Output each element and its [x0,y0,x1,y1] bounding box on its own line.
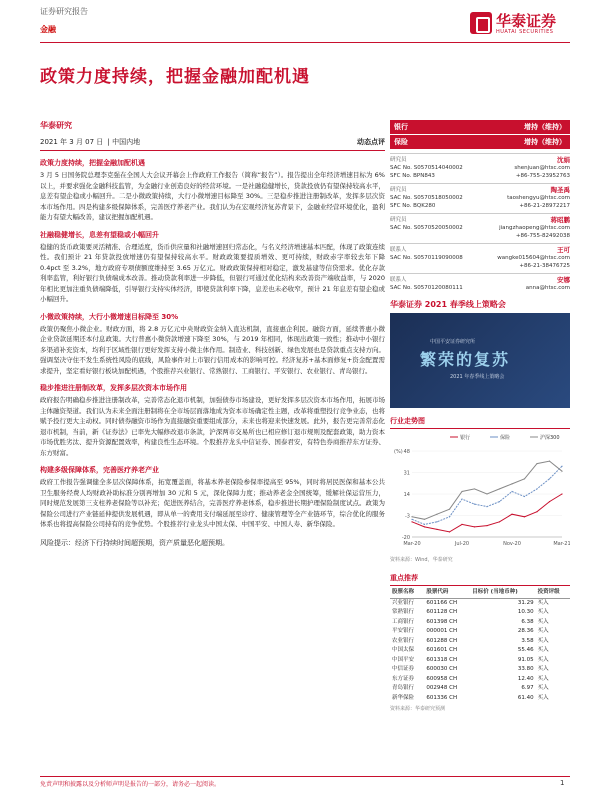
data-point [536,463,537,464]
data-point [499,521,500,522]
analyst-sac: SAC No. S0570120080111 [390,285,463,291]
promo-caption: 2021 年春季线上策略会 [450,374,505,380]
table-row [390,618,570,628]
analyst-sac: SAC No. S0570518050002 [390,195,463,201]
stock-target: 31.29 [517,599,534,606]
analyst-sac: SAC No. S0570119090008 [390,255,463,261]
analyst-name: 王可 [557,246,570,254]
data-point [474,504,475,505]
section-heading: 稳步推进注册制改革，发挥多层次资本市场作用 [40,384,187,392]
rating-row [390,135,570,149]
col-header: 投资评级 [536,588,570,598]
data-point [524,516,525,517]
analyst-email[interactable]: anna@htsc.com [525,285,570,291]
stock-code: 601398 CH [426,618,458,625]
stock-target: 10.30 [517,609,534,615]
logo-name-en: HUATAI SECURITIES [496,29,554,35]
analyst-card [390,243,570,273]
stock-target: 6.38 [521,618,534,625]
stock-rating: 买入 [537,609,549,615]
data-point [561,493,562,494]
section-heading: 政策力度持续，把握金融加配机遇 [40,159,145,167]
data-point [561,471,562,472]
data-point [411,519,412,520]
analyst-phone: +86-755-82492038 [515,233,570,239]
stock-target: 6.97 [521,685,534,691]
stock-rating: 买入 [537,666,549,672]
analyst-name: 蒋昭鹏 [550,216,570,224]
table-row [390,665,570,675]
stock-name: 东方证券 [392,675,415,682]
analyst-role: 研究员 [390,217,407,223]
table-row [390,608,570,618]
research-org: 华泰研究 [40,121,72,130]
rating-sector: 银行 [394,123,408,131]
report-type: 证券研究报告 [40,7,88,16]
x-tick-label: Mar-21 [553,541,570,547]
section-body: 稳健的货币政策要灵活精准、合理适度，货币供应量和社融增速回归常态化，与名义经济增速基本匹配，体现了政策连续性。我们预计 21 年贷款投放增速仍有望保持较高水平。财政政策要提质增效、更可持续，财政赤字率较去年下降 0.4pct 至 3.2%，地方政府专项债额度维持至 3.65 万亿元。财政政策保持相对稳定，激发基建等信贷需求。优化存款利率监管，利好银行负债端成本改善。推动贷款利率进一步降低，但银行可通过优化结构来改善资产端收益率，与 2020 年相比更加注重负债端降低，引导银行支持实体经济，即使贷款利率下降，息差也未必收窄，预计 21 年息差有望企稳或小幅回升。 [40,242,385,303]
data-point [486,506,487,507]
legend-label: 银行 [460,435,471,441]
stock-code: 000001 CH [426,628,458,634]
data-point [461,524,462,525]
data-point [536,511,537,512]
analyst-email[interactable]: jiangzhaopeng@htsc.com [499,225,570,231]
analyst-sac: SAC No. S0570514040002 [390,165,463,171]
stock-rating: 买入 [537,694,549,701]
analyst-role: 研究员 [390,187,407,193]
analyst-name: 安娜 [557,276,570,284]
stocks-title: 重点推荐 [390,573,570,586]
x-tick-label: Nov-20 [503,541,521,547]
logo-mark-icon [470,12,492,34]
section-body: 政策仍聚焦小微企业。财政方面，将 2.8 万亿元中央财政资金纳入直达机制，直接惠企利民。融资方面，延续普惠小微企业贷款延期还本付息政策。大行普惠小微贷款增速下降至 30%，与 2019 年相同，体现出政策一致性；推动中小银行多渠道补充资本，均利于区域性银行更好发挥支持小微主体作用。制造业、科技创新、绿色发展也是贷款重点支持方向。强调坚决守住不发生系统性风险的底线，风险事件对上市银行信用成本的影响可控。经济复苏+基本面修复+资金配置需求提升，坚定看好银行板块加配机遇，个股推荐兴业银行、常熟银行、工商银行、平安银行、农业银行、青岛银行。 [40,324,385,375]
stock-target: 61.40 [517,694,534,701]
section-heading: 小微政策持续，大行小微增速目标降至 30% [40,312,179,321]
stock-code: 601288 CH [426,637,458,644]
stock-code: 600030 CH [426,666,458,672]
section-body: 政府工作报告强调健全多层次保障体系，拓宽覆盖面，将基本养老保险参保率提高至 95%，同时将居民医保和基本公共卫生服务经费人均财政补助标准分别再增加 30 元和 5 元，深化保障力度；推动养老金全国统筹，缓解社保运营压力，同时规范发展第三支柱养老保险等以补充；促进医养结合，完善医疗养老体系，稳步推进长期护理保险制度试点。政策为保险公司进行产业链延伸提供发展机遇，即从单一的费用支付端延展至诊疗、健康管理等全产业链环节，综合优化的服务体系也将提高保险公司持有的竞争优势。个股推荐行业龙头中国太保、中国平安、中国人寿、新华保险。 [40,478,385,528]
stock-target: 33.80 [517,666,534,672]
series-line-2 [412,461,562,519]
analyst-role: 联系人 [390,247,407,253]
report-date: 2021 年 3 月 07 日 [40,138,104,146]
table-row [390,694,570,704]
data-point [436,514,437,515]
stock-name: 中国太保 [392,647,415,653]
stock-name: 平安银行 [392,628,415,634]
y-tick-label: 14 [403,492,410,498]
chart-svg [390,429,570,554]
data-point [424,519,425,520]
analyst-card [390,183,570,213]
stock-code: 601318 CH [426,656,458,663]
stock-rating: 买入 [537,675,549,682]
data-point [499,501,500,502]
table-row [390,656,570,666]
footer-divider [40,776,570,777]
promo-subtitle: 中国平安证券研究所 [430,339,476,345]
stock-code: 601166 CH [426,599,458,606]
industry-trend-chart [390,429,570,554]
promo-headline: 繁荣的复苏 [420,350,511,369]
data-point [536,488,537,489]
table-row [390,598,570,608]
data-point [449,509,450,510]
stock-target: 28.36 [517,628,534,634]
stock-name: 青岛银行 [392,685,415,691]
rating-value: 增持（维持） [524,123,566,131]
brand-logo [470,10,570,42]
stock-target: 91.05 [517,656,534,663]
report-kind: 动态点评 [357,138,385,146]
analyst-card [390,153,570,183]
data-point [411,521,412,522]
table-row [390,675,570,685]
data-point [511,491,512,492]
stock-name: 农业银行 [392,637,415,644]
analyst-name: 沈娟 [557,156,570,164]
stock-rating: 买入 [537,599,549,606]
y-tick-label: -20 [401,535,410,541]
legend-label: 保险 [500,435,511,441]
analyst-card [390,273,570,295]
data-point [486,525,487,526]
analyst-phone: +86-755-23952763 [515,173,570,179]
data-point [511,483,512,484]
analyst-sfc: SFC No. BQK280 [390,203,436,209]
stock-code: 601601 CH [426,647,458,653]
rating-value: 增持（维持） [524,138,566,146]
col-header: 股票代码 [424,588,470,598]
section-heading: 构建多级保障体系，完善医疗养老产业 [40,466,159,474]
main-column [40,120,385,548]
analyst-email[interactable]: taoshengyu@htsc.com [507,195,570,201]
data-point [499,488,500,489]
analyst-phone: +86-21-28972217 [519,203,570,209]
y-tick-label: 31 [403,470,410,477]
stock-rating: 买入 [537,618,549,625]
col-header: 目标价 (当地币种) [470,588,535,598]
report-meta: 2021 年 3 月 07 日 | 中国内地 动态点评 [40,137,385,151]
analyst-card [390,213,570,243]
table-row [390,684,570,694]
data-point [436,529,437,530]
data-point [474,526,475,527]
stock-rating: 买入 [537,637,549,644]
col-header: 股票名称 [390,588,424,598]
y-tick-label: 48 [403,449,410,455]
analyst-role: 联系人 [390,277,407,283]
y-unit-label: (%) [394,449,403,455]
risk-warning: 风险提示：经济下行持续时间超预期，资产质量恶化超预期。 [40,538,229,547]
data-point [549,461,550,462]
x-tick-label: Mar-20 [403,541,421,547]
data-point [449,516,450,517]
stock-target: 55.46 [517,647,534,653]
chart-source: 资料来源：Wind，华泰研究 [390,557,453,563]
stock-name: 工商银行 [392,618,415,625]
data-point [461,498,462,499]
rating-row [390,120,570,134]
data-point [549,501,550,502]
stock-name: 兴业银行 [392,599,415,606]
section-body: 政府报告明确稳步推进注册制改革，完善常态化退市机制，加强债券市场建设，更好发挥多层次资本市场作用，拓展市场主体融资渠道。我们认为未来全面注册制将在全市场层面落地成为资本市场确定性主题，改革将重塑投行竞争业态，也将赋予投行更大主动权。同时债券融资市场作为直接融资重要组成部分，未来也将迎来快速发展。此外，报告更完善常态化退市机制，当前，新《证券法》已率先大幅修改退市条款，沪深两市交易所也已相应修订退市规则及配套政策，助力资本市场优胜劣汰、提升资源配置效率，构建良性生态环境。个股推荐龙头中信证券、国泰君安，有特色券商推荐东方证券、东方财富。 [40,396,385,457]
data-point [411,516,412,517]
legend-label: 沪深300 [540,435,560,441]
stock-code: 601128 CH [426,609,458,615]
footer-disclaimer: 免责声明和披露以及分析师声明是报告的一部分，请务必一起阅读。 [40,781,221,788]
stock-name: 新华保险 [392,694,415,701]
data-point [561,466,562,467]
data-point [486,493,487,494]
stock-target: 12.40 [517,675,534,682]
y-tick-label: -3 [405,513,410,520]
table-row [390,646,570,656]
stock-code: 600958 CH [426,675,458,682]
data-point [436,521,437,522]
header-divider [40,42,570,43]
report-category: 金融 [40,25,56,34]
promo-banner[interactable] [390,313,570,408]
analyst-role: 研究员 [390,157,407,163]
stock-rating: 买入 [537,647,549,653]
stock-name: 中信证券 [392,666,415,672]
report-title: 政策力度持续，把握金融加配机遇 [40,67,310,87]
analyst-email[interactable]: wangke015604@htsc.com [497,255,570,261]
report-region: 中国内地 [112,138,141,146]
analyst-sfc: SFC No. BPN843 [390,173,435,179]
x-tick-label: Jul-20 [454,541,470,547]
stock-name: 常熟银行 [392,609,415,615]
data-point [511,514,512,515]
data-point [424,524,425,525]
data-point [549,478,550,479]
promo-title: 华泰证券 2021 春季线上策略会 [390,300,506,309]
side-column [390,120,570,712]
data-point [524,478,525,479]
stock-rating: 买入 [537,685,549,691]
stock-rating: 买入 [537,656,549,663]
analyst-sac: SAC No. S0570520050002 [390,225,463,231]
data-point [474,488,475,489]
stocks-source: 资料来源：华泰研究预测 [390,706,446,712]
stock-code: 002948 CH [426,685,458,691]
stocks-table [390,588,570,703]
data-point [461,491,462,492]
table-row [390,637,570,647]
stock-target: 3.58 [521,637,534,644]
data-point [424,526,425,527]
analyst-email[interactable]: shenjuan@htsc.com [514,165,570,171]
section-heading: 社融稳健增长，息差有望稳或小幅回升 [40,230,159,239]
data-point [449,531,450,532]
rating-sector: 保险 [394,138,408,146]
stock-code: 601336 CH [426,694,458,701]
section-body: 3 月 5 日国务院总理李克强在全国人大会议开幕会上作政府工作报告（简称“报告”）。报告提出全年经济增速目标为 6%以上，并要求强化金融科技监管，为金融行业创造良好的经营环境。一是社融稳健增长，贷款投放仍有望保持较高水平，息差有望企稳或小幅回升。二是小微政策持续，大行小微增速目标降至 30%。三是稳步推进注册制改革，发挥多层次资本市场作用。四是构建多级保障体系，完善医疗养老产业。我们认为在宏观经济复苏背景下，金融业经营环境优化，盈利能力有望大幅改善，建议把握加配机遇。 [40,171,385,221]
table-row [390,627,570,637]
stock-rating: 买入 [537,628,549,634]
page-number: 1 [560,779,565,787]
analyst-name: 陶圣禹 [550,186,570,194]
analyst-list [390,153,570,295]
chart-title: 行业走势图 [390,416,570,429]
data-point [524,496,525,497]
stock-name: 中国平安 [392,656,415,663]
analyst-phone: +86-21-38476725 [519,263,570,269]
logo-name: 华泰证券 [496,12,557,30]
